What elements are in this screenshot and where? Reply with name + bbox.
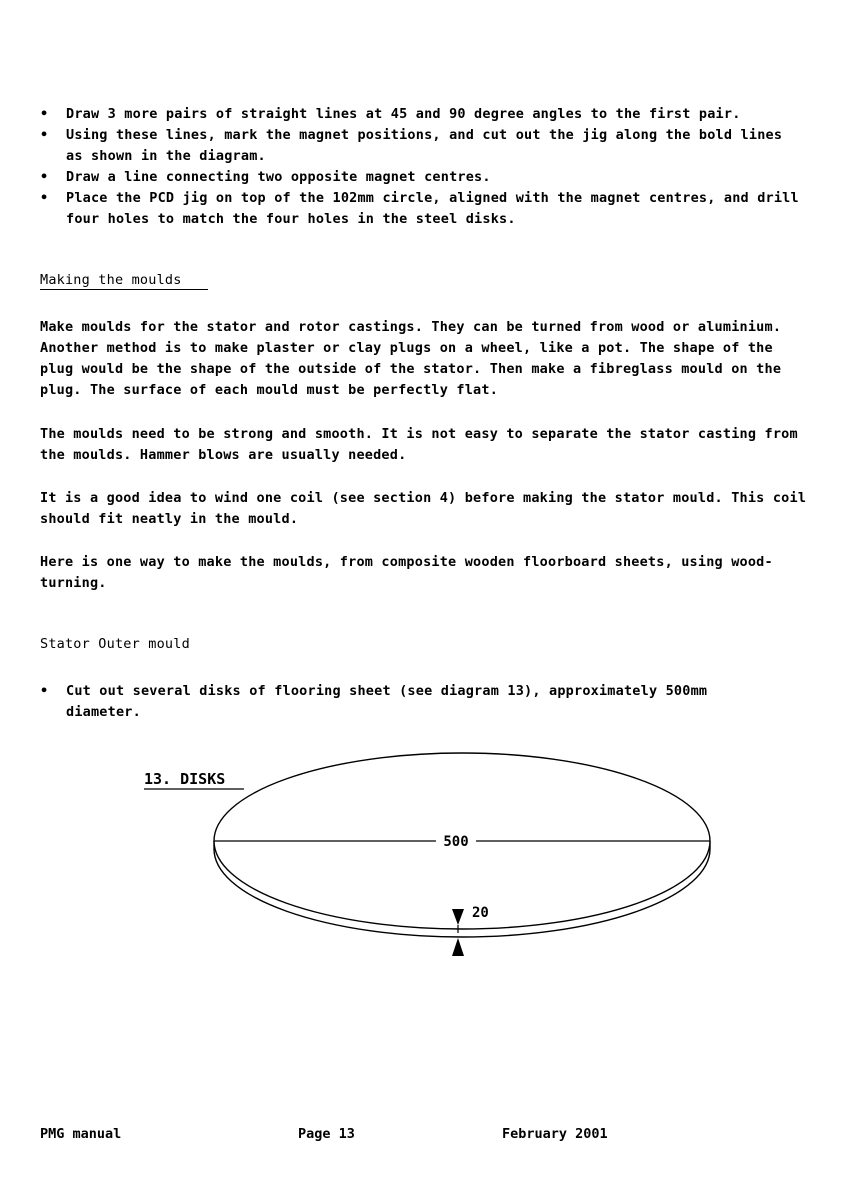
diameter-label: 500 <box>443 834 469 850</box>
section-heading-moulds: Making the moulds <box>40 272 208 290</box>
bullet-dot: • <box>40 190 49 206</box>
thickness-label: 20 <box>472 905 489 921</box>
bullet-dot: • <box>40 127 49 143</box>
bullet-dot: • <box>40 169 49 185</box>
footer-date: February 2001 <box>502 1126 608 1142</box>
disks-diagram <box>130 745 730 965</box>
bullet-list-stator <box>40 681 780 723</box>
list-item: • Draw a line connecting two opposite magnet centres. <box>40 167 800 188</box>
list-item: • Draw 3 more pairs of straight lines at 45 and 90 degree angles to the first pair. <box>40 104 800 125</box>
paragraph: The moulds need to be strong and smooth. It is not easy to separate the stator casting from the moulds. Hammer blows are usually needed. <box>40 426 798 463</box>
footer-page-number: Page 13 <box>298 1126 355 1142</box>
paragraph: Make moulds for the stator and rotor castings. They can be turned from wood or aluminium. Another method is to make plaster or clay plugs on a wheel, like a pot. The shape of the plug would be the shape of the outside of the stator. Then make a fibreglass mould on the plug. The surface of each mould must be perfectly flat. <box>40 319 782 398</box>
thickness-arrow-up-icon <box>452 938 464 956</box>
bullet-dot: • <box>40 106 49 122</box>
bullet-dot: • <box>40 683 49 699</box>
paragraph: Here is one way to make the moulds, from composite wooden floorboard sheets, using wood-turning. <box>40 554 773 591</box>
section-heading-stator-outer-mould: Stator Outer mould <box>40 636 190 652</box>
list-item: • Cut out several disks of flooring sheet (see diagram 13), approximately 500mm diameter. <box>40 683 708 720</box>
paragraph: It is a good idea to wind one coil (see section 4) before making the stator mould. This coil should fit neatly in the mould. <box>40 490 807 527</box>
list-item: • Place the PCD jig on top of the 102mm circle, aligned with the magnet centres, and drill four holes to match the four holes in the steel disks. <box>40 190 799 227</box>
bullet-list-jig <box>40 104 800 230</box>
diagram-title: 13. DISKS <box>144 770 226 788</box>
list-item: • Using these lines, mark the magnet positions, and cut out the jig along the bold lines as shown in the diagram. <box>40 127 783 164</box>
footer-left: PMG manual <box>40 1126 122 1142</box>
